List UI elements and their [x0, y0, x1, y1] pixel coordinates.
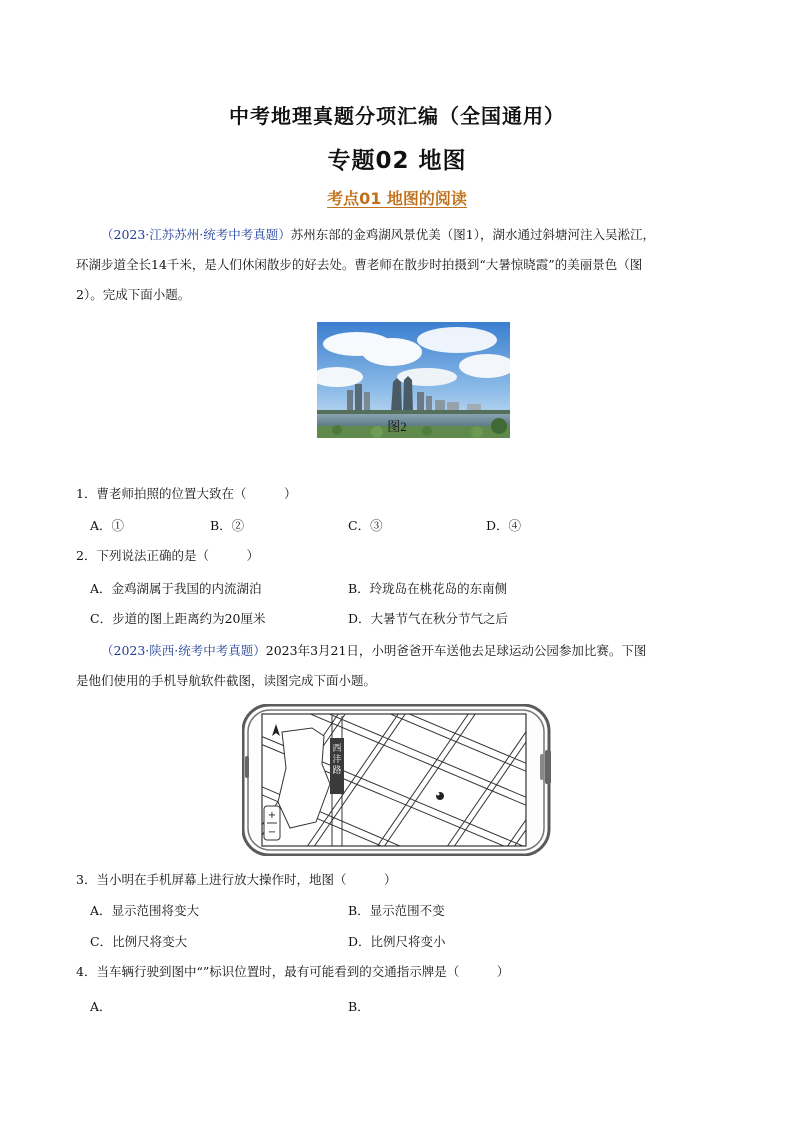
- question-3-stem: 3．当小明在手机屏幕上进行放大操作时，地图（ ）: [76, 872, 397, 887]
- q2-option-b: B．玲珑岛在桃花岛的东南侧: [348, 581, 508, 596]
- question-4-stem: 4．当车辆行驶到图中“”标识位置时，最有可能看到的交通指示牌是（ ）: [76, 964, 510, 979]
- svg-text:+: +: [267, 810, 277, 821]
- question-1-stem: 1．曹老师拍照的位置大致在（ ）: [76, 486, 297, 501]
- q1-option-a: A．①: [90, 518, 125, 533]
- passage-2-source: （2023·陕西·统考中考真题）: [101, 643, 266, 658]
- section-heading: 考点01 地图的阅读: [327, 189, 467, 208]
- passage-1-source: （2023·江苏苏州·统考中考真题）: [101, 227, 291, 242]
- q4-option-b: B．: [348, 999, 370, 1014]
- passage-1: （2023·江苏苏州·统考中考真题）苏州东部的金鸡湖风景优美（图1），湖水通过斜塘河注入吴淞江， 环湖步道全长14千米，是人们休闲散步的好去处。曹老师在散步时拍摄到“大暑惊晓霞”的美丽景色（图 2）。完成下面小题。: [76, 227, 655, 302]
- road-label: 西沣路: [332, 744, 342, 776]
- q3-option-a: A．显示范围将变大: [90, 903, 200, 918]
- q1-option-d: D．④: [486, 518, 522, 533]
- q4-option-a: A．: [90, 999, 112, 1014]
- passage-2: （2023·陕西·统考中考真题）2023年3月21日，小明爸爸开车送他去足球运动公园参加比赛。下图 是他们使用的手机导航软件截图，读图完成下面小题。: [76, 643, 647, 688]
- figure-2-caption: 图2: [387, 419, 407, 434]
- q1-option-c: C．③: [348, 518, 383, 533]
- question-2-stem: 2．下列说法正确的是（ ）: [76, 548, 259, 563]
- q2-option-d: D．大暑节气在秋分节气之后: [348, 611, 509, 626]
- q3-option-d: D．比例尺将变小: [348, 934, 446, 949]
- q2-option-c: C．步道的图上距离约为20厘米: [90, 611, 266, 626]
- svg-text:−: −: [267, 827, 277, 838]
- q3-option-b: B．显示范围不变: [348, 903, 445, 918]
- topic-title: 专题02 地图: [327, 148, 467, 174]
- q3-option-c: C．比例尺将变大: [90, 934, 188, 949]
- q1-option-b: B．②: [210, 518, 245, 533]
- phone-navigation-map: [242, 704, 554, 856]
- document-title: 中考地理真题分项汇编（全国通用）: [229, 104, 565, 128]
- q2-option-a: A．金鸡湖属于我国的内流湖泊: [90, 581, 262, 596]
